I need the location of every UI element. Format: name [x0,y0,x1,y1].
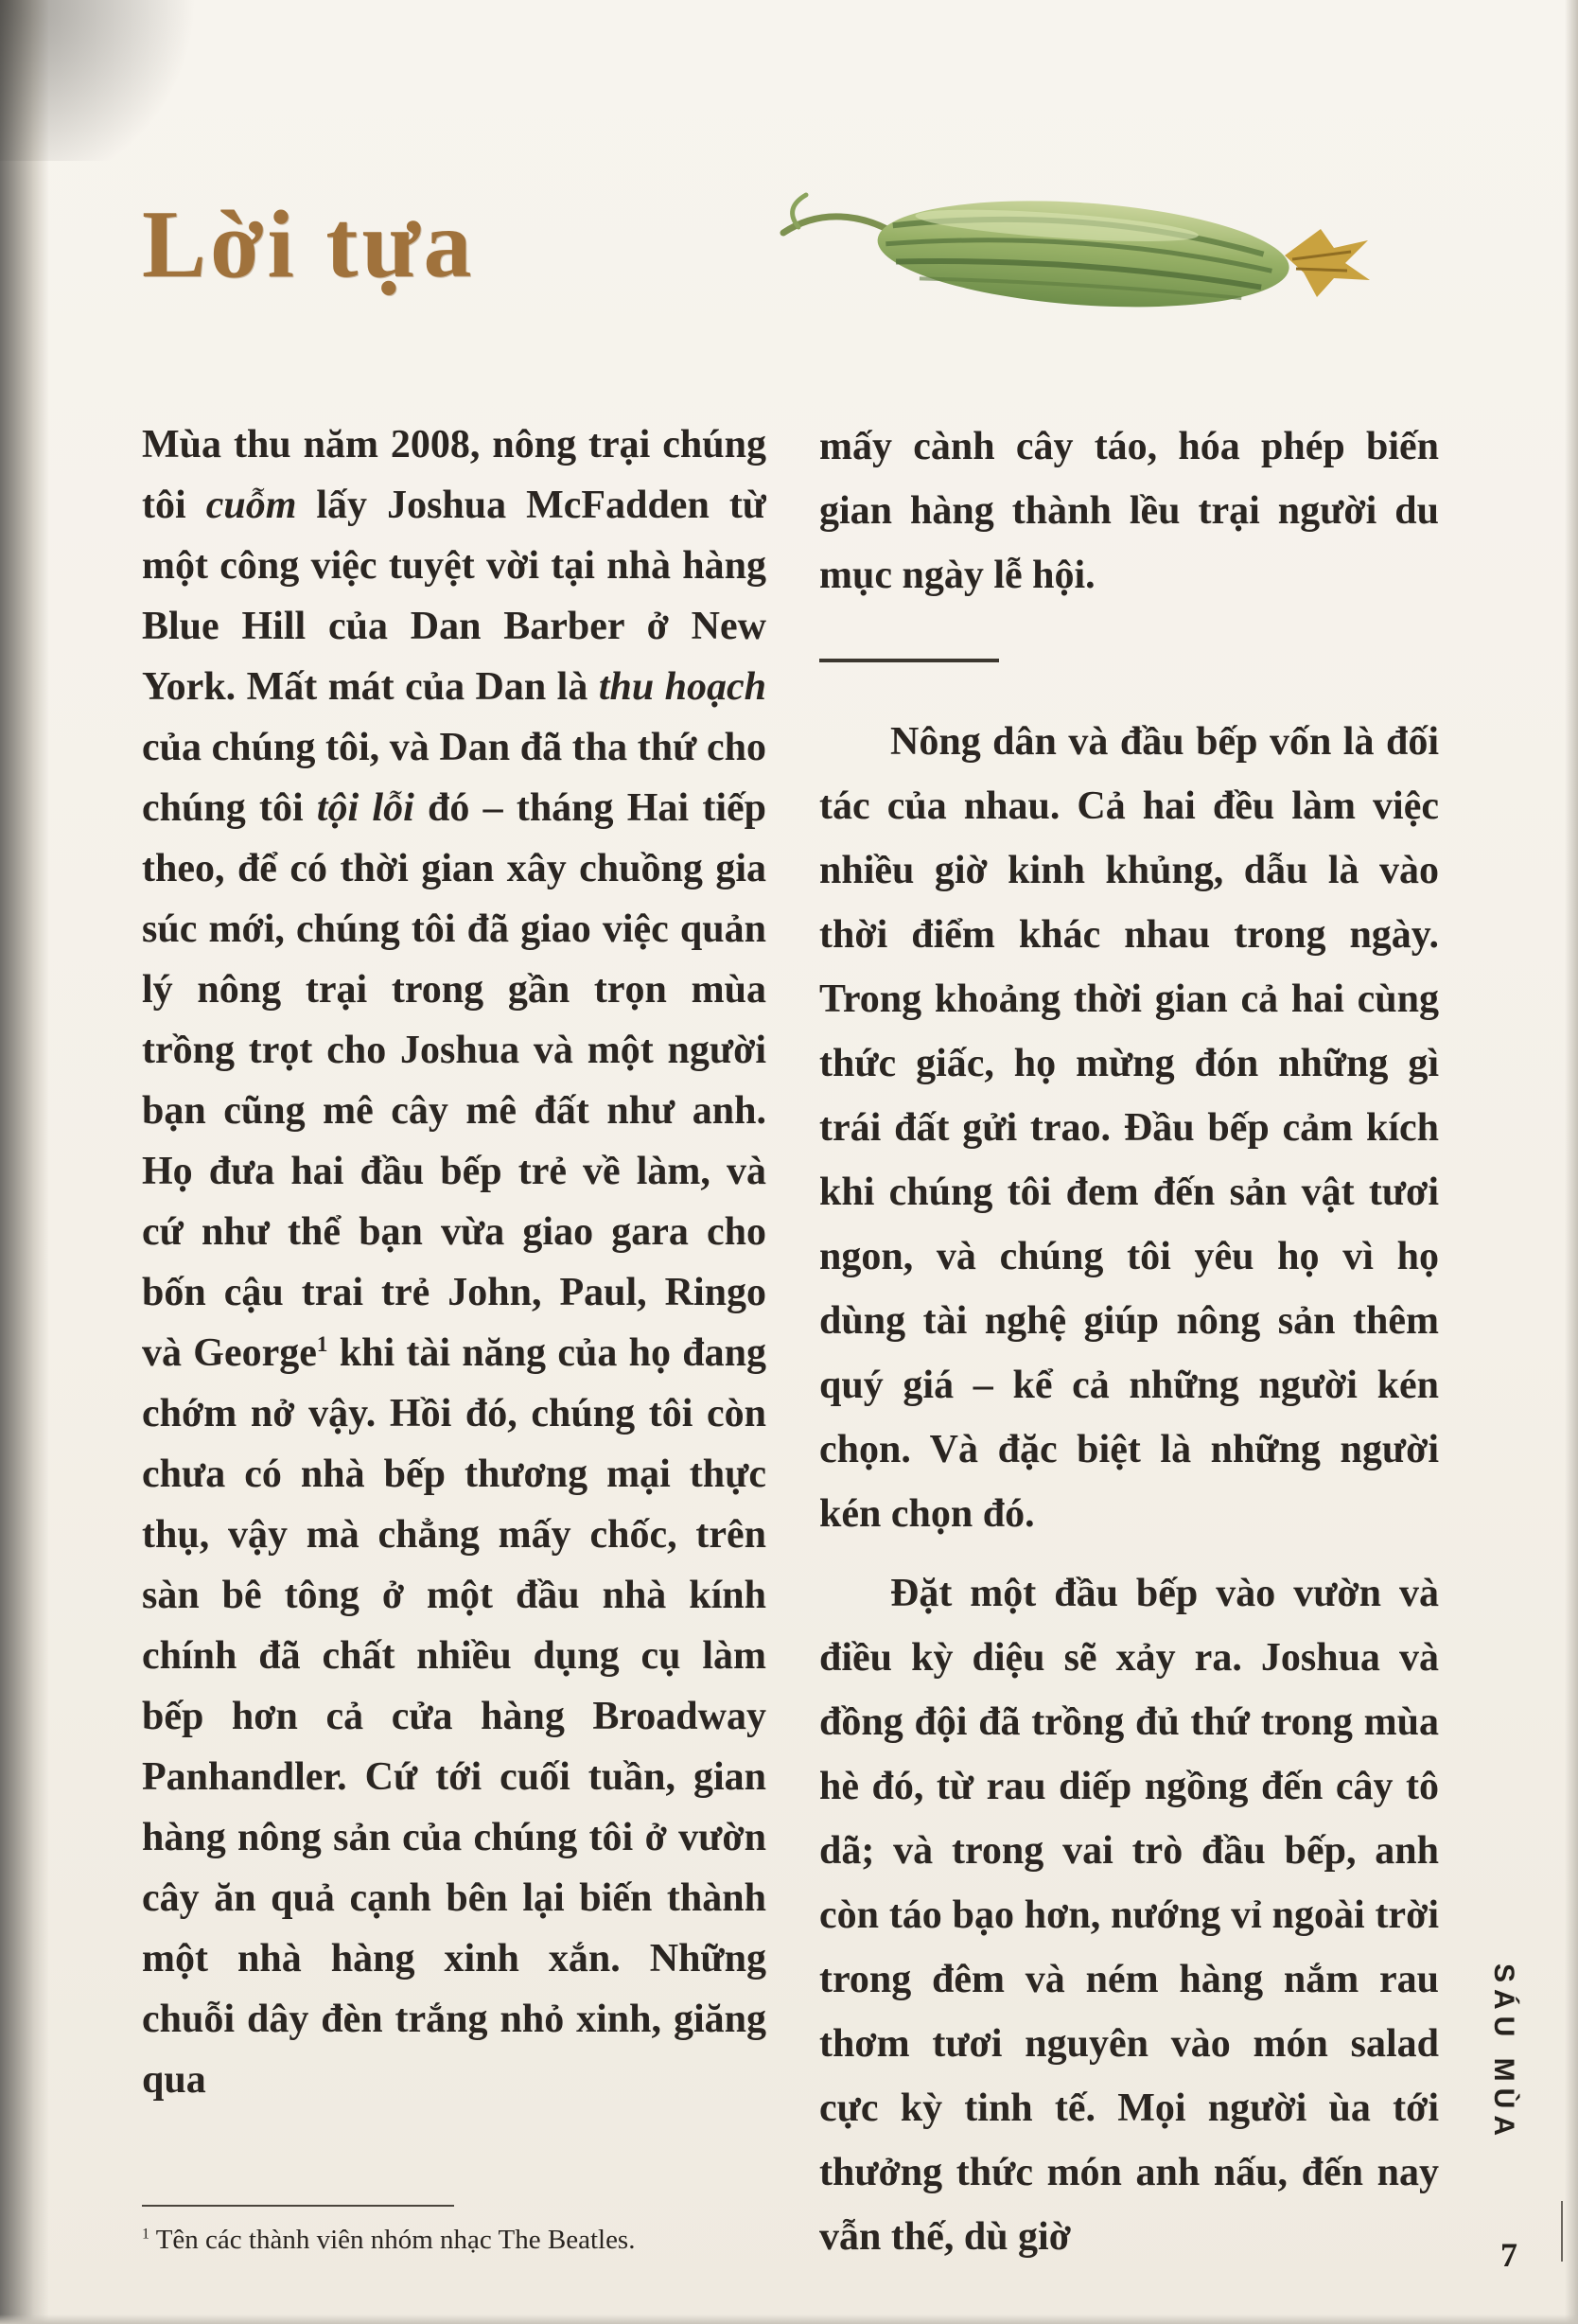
body-text: của chúng tôi, và Dan đã tha thứ cho chúng tôi [142,726,766,830]
page-title: Lời tựa [142,191,476,298]
page-right-edge [1565,0,1578,2324]
paragraph: Đặt một đầu bếp vào vườn và điều kỳ diệu sẽ xảy ra. Joshua và đồng đội đã trồng đủ thứ trong mùa hè đó, từ rau diếp ngồng đến cây tô dã; và trong vai trò đầu bếp, anh còn táo bạo hơn, nướng vỉ ngoài trời trong đêm và ném hàng nắm rau thơm tươi nguyên vào món salad cực kỳ tinh tế. Mọi người ùa tới thưởng thức món anh nấu, đến nay vẫn thế, dù giờ [819,1572,1439,2259]
opening-paragraph [142,414,766,2110]
page-number: 7 [1500,2236,1517,2274]
book-title-sidebar: SÁU MÙA [1488,1963,1519,2142]
footnote-reference: 1 [316,1331,328,1356]
page-bottom-edge [0,2315,1578,2324]
body-text: khi tài năng của họ đang chớm nở vậy. Hồi đó, chúng tôi còn chưa có nhà bếp thương mại thực thụ, vậy mà chẳng mấy chốc, trên sàn bê tông ở một đầu nhà kính chính đã chất nhiều dụng cụ làm bếp hơn cả cửa hàng Broadway Panhandler. Cứ tới cuối tuần, gian hàng nông sản của chúng tôi ở vườn cây ăn quả cạnh bên lại biến thành một nhà hàng xinh xắn. Những chuỗi dây đèn trắng nhỏ xinh, giăng qua [142,1331,766,2102]
body-text-italic: cuỗm [205,484,297,527]
book-page-edge-shadow [0,0,49,2324]
footnote-marker: 1 [142,2226,149,2243]
folio-rule [1561,2201,1563,2262]
body-text: đó – tháng Hai tiếp theo, để có thời gian xây chuồng gia súc mới, chúng tôi đã giao việc quản lý nông trại trong gần trọn mùa trồng trọt cho Joshua và một người bạn cũng mê cây mê đất như anh. Họ đưa hai đầu bếp trẻ về làm, và cứ như thể bạn vừa giao gara cho bốn cậu trai trẻ John, Paul, Ringo và George [142,786,766,1375]
footnote [142,2222,728,2258]
footnote-text: Tên các thành viên nhóm nhạc The Beatles. [149,2225,636,2255]
section-divider [819,659,999,662]
left-text-column [142,414,766,2212]
body-text: Mùa thu năm 2008, nông trại chúng tôi [142,423,766,527]
paragraph: Nông dân và đầu bếp vốn là đối tác của nhau. Cả hai đều làm việc nhiều giờ kinh khủng, dẫu là vào thời điểm khác nhau trong ngày. Trong khoảng thời gian cả hai cùng thức giấc, họ mừng đón những gì trái đất gửi trao. Đầu bếp cảm kích khi chúng tôi đem đến sản vật tươi ngon, và chúng tôi yêu họ vì họ dùng tài nghệ giúp nông sản thêm quý giá – kể cả những người kén chọn. Và đặc biệt là những người kén chọn đó. [819,720,1439,1536]
blossom-icon [1285,229,1370,297]
cucumber-illustration [766,132,1381,379]
corner-shadow [0,0,227,161]
paragraph-continuation: mấy cành cây táo, hóa phép biến gian hàng thành lều trại người du mục ngày lễ hội. [819,425,1439,597]
footnote-rule [142,2205,454,2207]
right-text-column [819,414,1439,2293]
body-text-italic: thu hoạch [598,665,766,709]
body-text: lấy Joshua McFadden từ một công việc tuyệt vời tại nhà hàng Blue Hill của Dan Barber ở New York. Mất mát của Dan là [142,484,766,709]
body-text-italic: tội lỗi [316,786,414,830]
